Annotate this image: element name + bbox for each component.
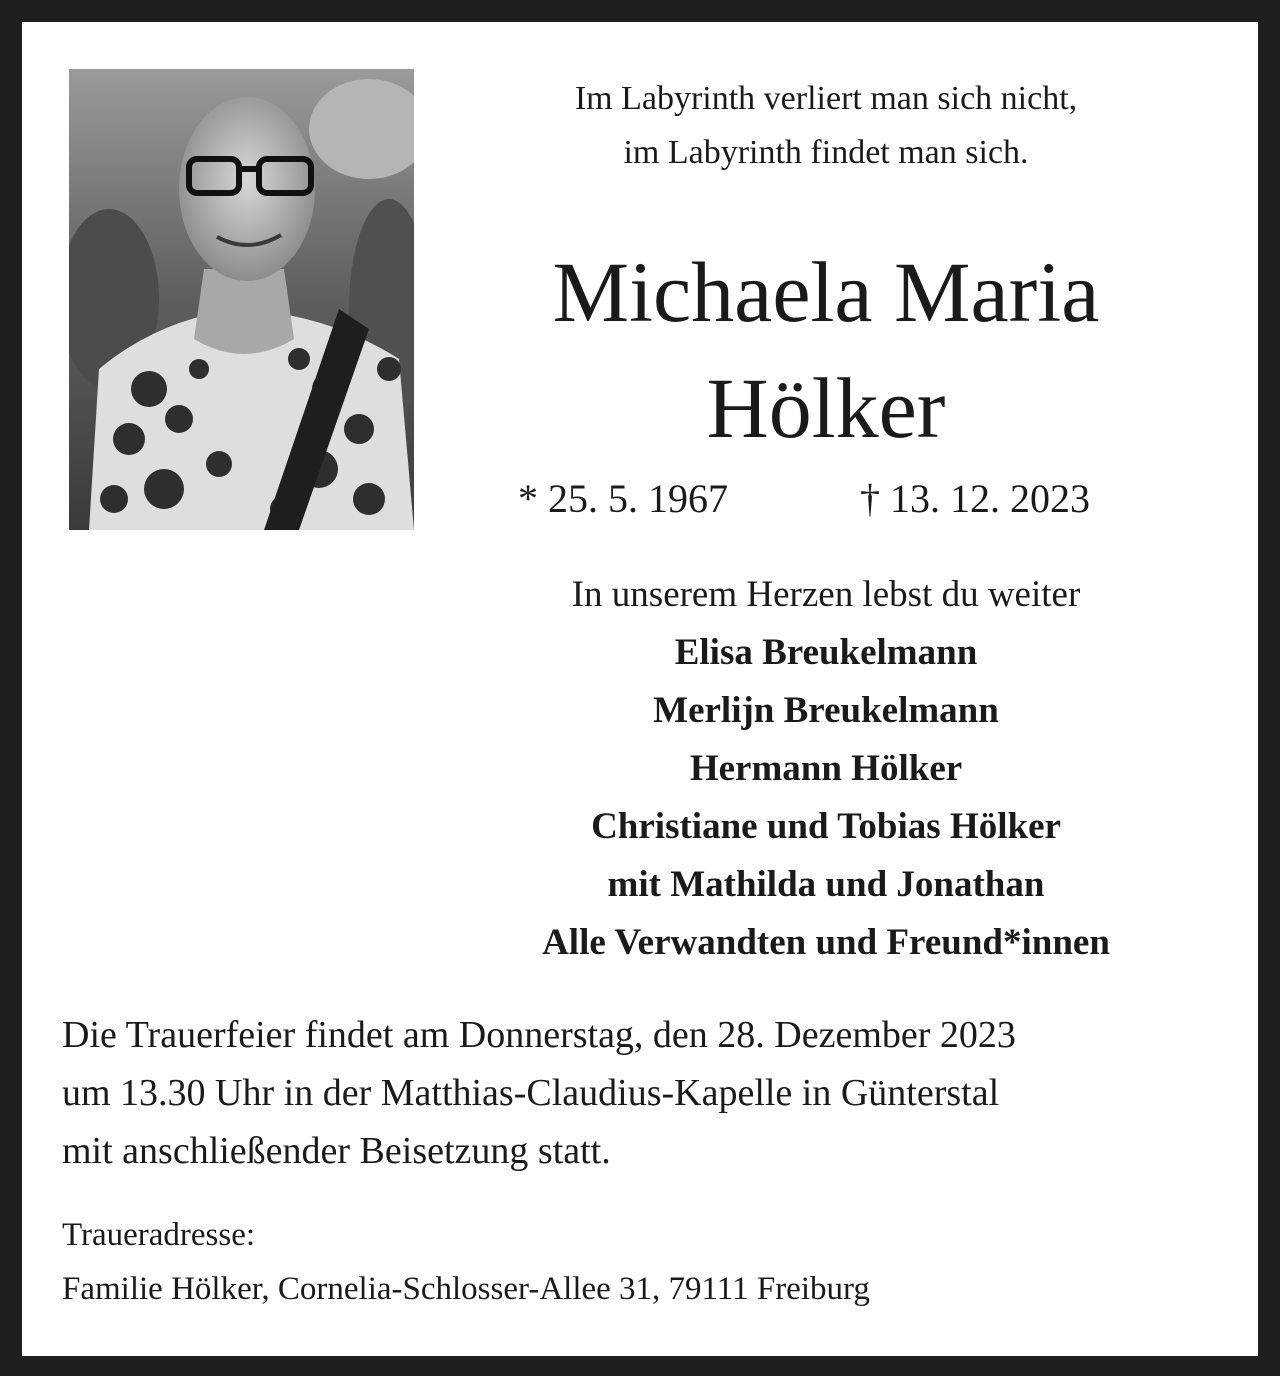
quote-line-1: Im Labyrinth verliert man sich nicht, xyxy=(574,80,1078,117)
quote xyxy=(436,72,1216,180)
mourners-list xyxy=(436,566,1216,972)
mourner-name: Elisa Breukelmann xyxy=(674,632,978,673)
deceased-name-line-1: Michaela Maria xyxy=(552,244,1100,340)
service-line-3: mit anschließender Beisetzung statt. xyxy=(62,1130,611,1172)
obituary-notice xyxy=(22,22,1258,1356)
birth-date: * 25. 5. 1967 xyxy=(518,476,728,521)
mourner-name: Merlijn Breukelmann xyxy=(653,690,999,731)
mourner-name: Hermann Hölker xyxy=(689,748,963,789)
deceased-name xyxy=(436,234,1216,466)
portrait-photo-image xyxy=(69,69,414,530)
portrait-photo xyxy=(69,69,414,530)
quote-line-2: im Labyrinth findet man sich. xyxy=(623,134,1029,171)
mourner-name: mit Mathilda und Jonathan xyxy=(607,864,1045,905)
mourners-intro: In unserem Herzen lebst du weiter xyxy=(571,574,1081,615)
service-line-1: Die Trauerfeier findet am Donnerstag, den 28. Dezember 2023 xyxy=(62,1014,1016,1056)
death-date: † 13. 12. 2023 xyxy=(860,476,1090,521)
mourner-name: Christiane und Tobias Hölker xyxy=(591,806,1061,847)
service-line-2: um 13.30 Uhr in der Matthias-Claudius-Kapelle in Günterstal xyxy=(62,1072,1000,1114)
address-value: Familie Hölker, Cornelia-Schlosser-Allee 31, 79111 Freiburg xyxy=(62,1271,870,1307)
deceased-name-line-2: Hölker xyxy=(706,360,946,456)
mourning-address xyxy=(62,1208,1232,1316)
funeral-service-info xyxy=(62,1006,1232,1180)
address-label: Traueradresse: xyxy=(62,1217,256,1253)
mourner-name: Alle Verwandten und Freund*innen xyxy=(542,922,1110,963)
